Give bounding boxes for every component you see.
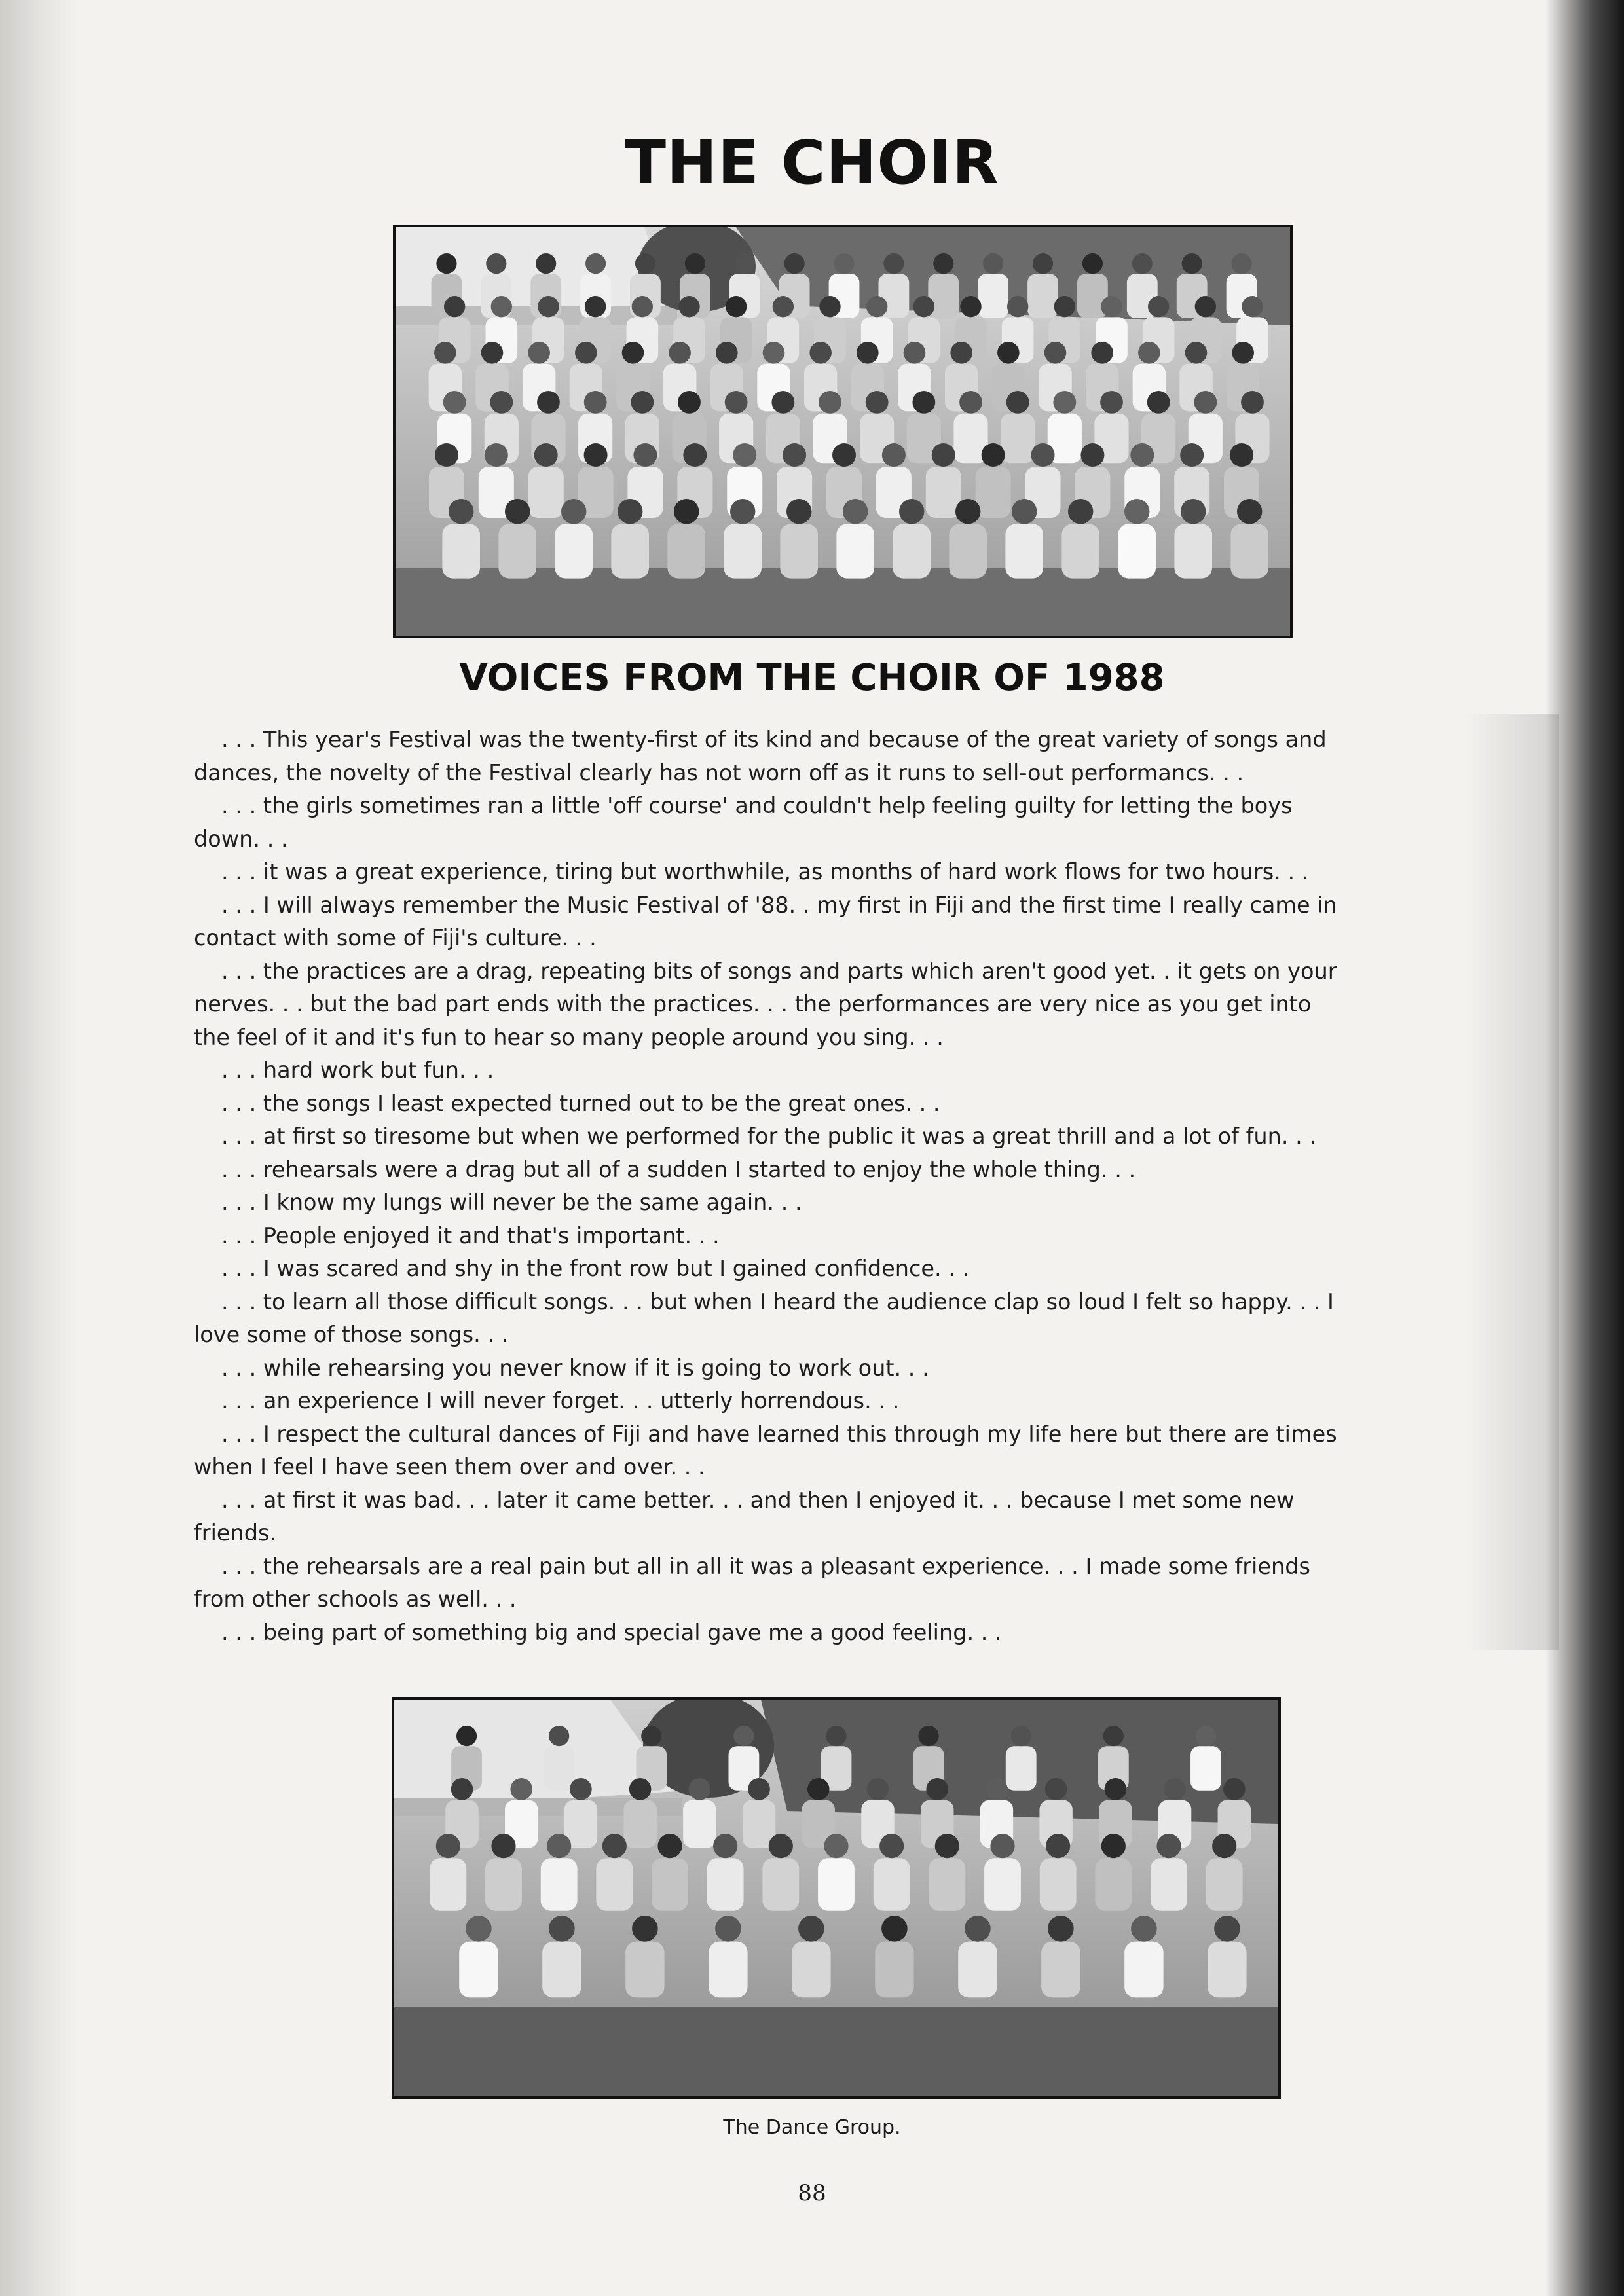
quote-line: . . . at first it was bad. . . later it came better. . . and then I enjoyed it. . . because I met some new <box>221 1487 1295 1513</box>
quote-line: . . . being part of something big and special gave me a good feeling. . . <box>221 1619 1002 1645</box>
quote-line: . . . the practices are a drag, repeating bits of songs and parts which aren't good yet. . it gets on your <box>221 958 1337 984</box>
photo-caption: The Dance Group. <box>723 2116 901 2139</box>
quote-line: . . . it was a great experience, tiring but worthwhile, as months of hard work flows for two hours. . . <box>221 859 1309 884</box>
quote-line: . . . hard work but fun. . . <box>221 1057 494 1083</box>
quote-line: from other schools as well. . . <box>194 1586 517 1612</box>
quote-line: . . . an experience I will never forget. . . utterly horrendous. . . <box>221 1388 900 1413</box>
quote-line: . . . I know my lungs will never be the same again. . . <box>221 1190 802 1215</box>
page-number: 88 <box>798 2180 826 2206</box>
choir-group-photo <box>393 225 1293 638</box>
book-binding-edge <box>1545 0 1624 2296</box>
quote-line: . . . I will always remember the Music Festival of '88. . my first in Fiji and the first time I really came in <box>221 892 1337 918</box>
quote-line: down. . . <box>194 826 288 852</box>
quote-line: friends. <box>194 1520 277 1546</box>
section-subtitle: VOICES FROM THE CHOIR OF 1988 <box>459 657 1165 699</box>
page-left-edge <box>0 0 79 2296</box>
quote-line: . . . People enjoyed it and that's important. . . <box>221 1222 720 1248</box>
choir-quotes-text <box>194 723 1510 1649</box>
quote-line: . . . while rehearsing you never know if it is going to work out. . . <box>221 1355 929 1381</box>
quote-line: when I feel I have seen them over and over. . . <box>194 1454 705 1480</box>
dance-group-photo <box>392 1697 1281 2099</box>
quote-line: contact with some of Fiji's culture. . . <box>194 925 597 951</box>
quote-line: . . . This year's Festival was the twenty-first of its kind and because of the great variety of songs and <box>221 727 1327 752</box>
quote-line: love some of those songs. . . <box>194 1322 509 1347</box>
quote-line: . . . to learn all those difficult songs. . . but when I heard the audience clap so loud I felt so happy. . . I <box>221 1288 1334 1315</box>
quote-line: . . . at first so tiresome but when we performed for the public it was a great thrill and a lot of fun. . . <box>221 1123 1317 1149</box>
quote-line: nerves. . . but the bad part ends with the practices. . . the performances are very nice as you get into <box>194 991 1312 1017</box>
quote-line: . . . rehearsals were a drag but all of a sudden I started to enjoy the whole thing. . . <box>221 1156 1136 1182</box>
quote-line: . . . the songs I least expected turned out to be the great ones. . . <box>221 1090 940 1116</box>
choir-photo-image <box>396 227 1290 636</box>
quote-line: dances, the novelty of the Festival clearly has not worn off as it runs to sell-out performancs. . . <box>194 759 1244 786</box>
quote-line: . . . the rehearsals are a real pain but all in all it was a pleasant experience. . . I made some friends <box>221 1553 1310 1579</box>
quote-line: the feel of it and it's fun to hear so many people around you sing. . . <box>194 1024 944 1050</box>
quote-line: . . . I was scared and shy in the front row but I gained confidence. . . <box>221 1256 970 1281</box>
quote-line: . . . the girls sometimes ran a little 'off course' and couldn't help feeling guilty for letting the boys <box>221 793 1293 818</box>
dance-photo-image <box>394 1700 1278 2096</box>
quote-line: . . . I respect the cultural dances of Fiji and have learned this through my life here but there are times <box>221 1421 1337 1447</box>
page-title: THE CHOIR <box>625 128 999 198</box>
